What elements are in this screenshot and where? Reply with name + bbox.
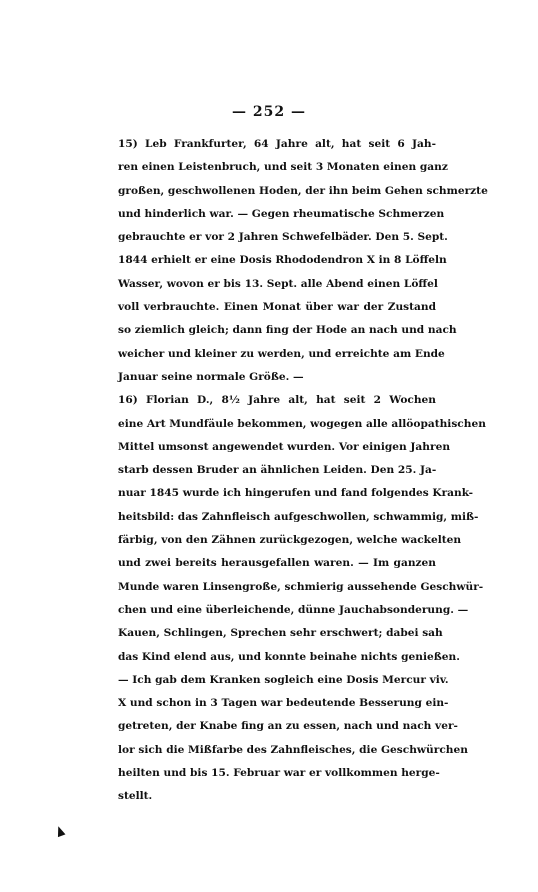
text-line: heitsbild: das Zahnfleisch aufgeschwollen, schwammig, miß- xyxy=(118,510,479,523)
text-line: — Ich gab dem Kranken sogleich eine Dosis Mercur viv. xyxy=(118,673,449,686)
ink-mark xyxy=(55,825,66,837)
text-line: Wasser, wovon er bis 13. Sept. alle Abend einen Löffel xyxy=(118,277,438,290)
text-line: lor sich die Mißfarbe des Zahnfleisches, die Geschwürchen xyxy=(118,743,468,756)
text-line: heilten und bis 15. Februar war er vollkommen herge- xyxy=(118,767,440,780)
text-line: Januar seine normale Größe. — xyxy=(118,370,304,383)
text-line: ren einen Leistenbruch, und seit 3 Monaten einen ganz xyxy=(118,161,448,174)
text-line: färbig, von den Zähnen zurückgezogen, welche wackelten xyxy=(118,534,462,547)
text-line: Mittel umsonst angewendet wurden. Vor einigen Jahren xyxy=(118,440,451,453)
text-line: X und schon in 3 Tagen war bedeutende Besserung ein- xyxy=(118,697,449,710)
text-line: getreten, der Knabe fing an zu essen, nach und nach ver- xyxy=(118,720,458,733)
text-line: 1844 erhielt er eine Dosis Rhododendron X in 8 Löffeln xyxy=(118,254,447,267)
text-line: nuar 1845 wurde ich hingerufen und fand folgendes Krank- xyxy=(118,487,474,500)
text-line: so ziemlich gleich; dann fing der Hode an nach und nach xyxy=(118,324,457,337)
text-line: 16) Florian D., 8½ Jahre alt, hat seit 2 Wochen xyxy=(118,394,436,407)
text-line: großen, geschwollenen Hoden, der ihn beim Gehen schmerzte xyxy=(118,184,488,197)
body-text xyxy=(118,133,488,809)
text-line: und zwei bereits herausgefallen waren. — Im ganzen xyxy=(118,557,436,570)
text-line: gebrauchte er vor 2 Jahren Schwefelbäder. Den 5. Sept. xyxy=(118,231,448,244)
page-number: — 252 — xyxy=(232,104,306,120)
text-line: 15) Leb Frankfurter, 64 Jahre alt, hat seit 6 Jah- xyxy=(118,138,436,150)
text-line: das Kind elend aus, und konnte beinahe nichts genießen. xyxy=(118,650,460,663)
text-line: eine Art Mundfäule bekommen, wogegen alle allöopathischen xyxy=(118,417,486,430)
text-line: Munde waren Linsengroße, schmierig aussehende Geschwür- xyxy=(118,580,484,593)
text-line: und hinderlich war. — Gegen rheumatische Schmerzen xyxy=(118,207,445,220)
text-line: chen und eine überleichende, dünne Jauchabsonderung. — xyxy=(118,603,469,616)
text-line: stellt. xyxy=(118,790,153,803)
text-line: voll verbrauchte. Einen Monat über war der Zustand xyxy=(118,301,436,314)
text-line: starb dessen Bruder an ähnlichen Leiden. Den 25. Ja- xyxy=(118,464,437,477)
text-line: weicher und kleiner zu werden, und erreichte am Ende xyxy=(118,347,445,360)
text-line: Kauen, Schlingen, Sprechen sehr erschwert; dabei sah xyxy=(118,627,443,640)
